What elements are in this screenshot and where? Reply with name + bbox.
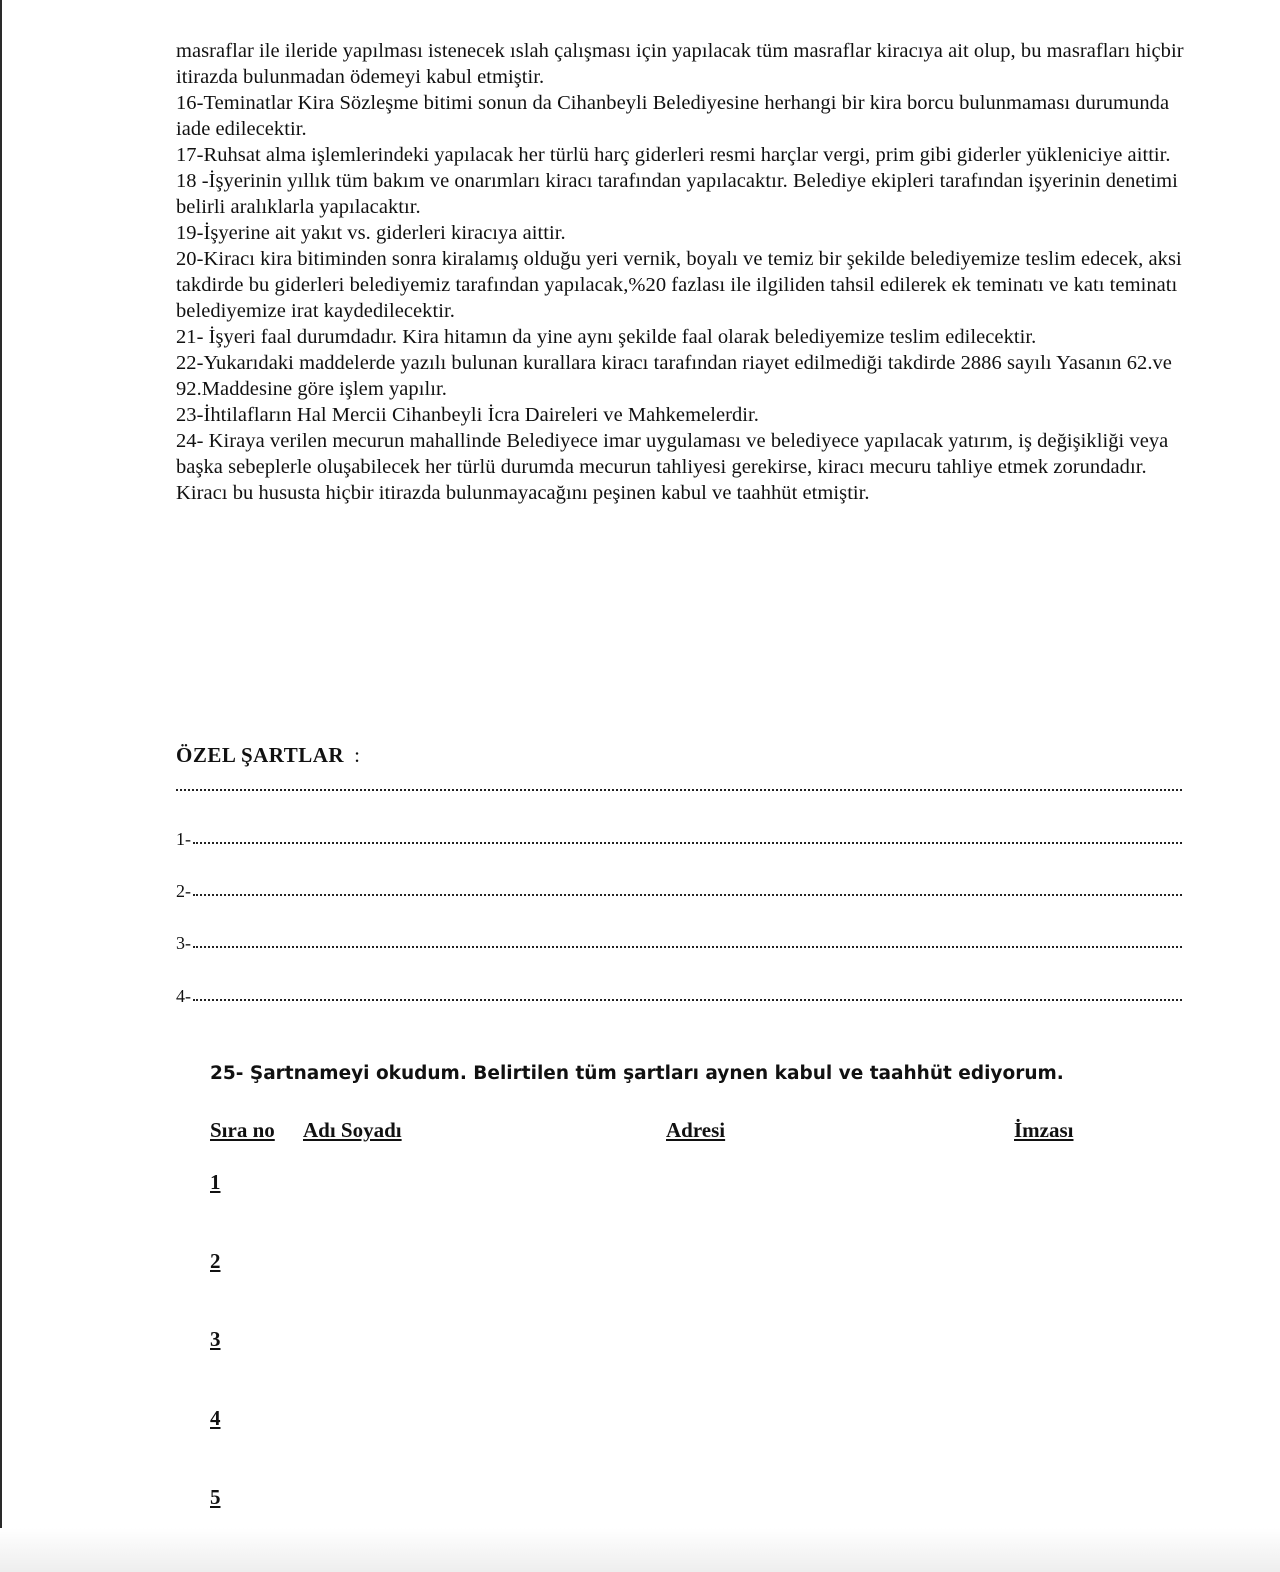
paragraph-17: 17-Ruhsat alma işlemlerindeki yapılacak her türlü harç giderleri resmi harçlar vergi, prim gibi giderler yükleniciye aittir. bbox=[176, 144, 1171, 166]
special-condition-number: 2- bbox=[176, 881, 191, 901]
special-condition-number: 4- bbox=[176, 986, 191, 1006]
special-condition-line-4 bbox=[176, 986, 1182, 1006]
signature-row-number: 4 bbox=[210, 1406, 221, 1430]
special-condition-line-3 bbox=[176, 933, 1182, 953]
signature-row-number: 1 bbox=[210, 1170, 221, 1194]
special-conditions-title: ÖZEL ŞARTLAR bbox=[176, 743, 345, 767]
special-condition-line-1 bbox=[176, 829, 1182, 849]
special-conditions-blank-line bbox=[176, 776, 1182, 791]
paragraph-22: 22-Yukarıdaki maddelerde yazılı bulunan kurallara kiracı tarafından riayet edilmediği takdirde 2886 sayılı Yasanın 62.ve 92.Maddesine göre işlem yapılır. bbox=[176, 352, 1172, 400]
page-bottom-shadow bbox=[0, 1528, 1280, 1572]
dotted-fill-line bbox=[176, 776, 1182, 791]
header-adi-soyadi: Adı Soyadı bbox=[303, 1118, 402, 1142]
declaration-statement: 25- Şartnameyi okudum. Belirtilen tüm şartları aynen kabul ve taahhüt ediyorum. bbox=[210, 1063, 1064, 1084]
signature-row-number: 3 bbox=[210, 1327, 221, 1351]
header-adresi: Adresi bbox=[666, 1118, 726, 1142]
paragraph-15-continued: masraflar ile ileride yapılması istenecek ıslah çalışması için yapılacak tüm masraflar kiracıya ait olup, bu masrafları hiçbir itirazda bulunmadan ödemeyi kabul etmiştir. bbox=[176, 40, 1184, 88]
dotted-fill-line bbox=[193, 986, 1182, 1001]
header-sira-no: Sıra no bbox=[210, 1118, 275, 1142]
paragraph-24: 24- Kiraya verilen mecurun mahallinde Belediyece imar uygulaması ve belediyece yapılacak yatırım, iş değişikliği veya başka sebeplerle oluşabilecek her türlü durumda mecurun tahliyesi gerekirse, kiracı mecuru tahliye etmek zorundadır. Kiracı bu hususta hiçbir itirazda bulunmayacağını peşinen kabul ve taahhüt etmiştir. bbox=[176, 430, 1169, 504]
special-condition-number: 3- bbox=[176, 933, 191, 953]
special-conditions-colon: : bbox=[354, 743, 361, 767]
paragraph-16: 16-Teminatlar Kira Sözleşme bitimi sonun da Cihanbeyli Belediyesine herhangi bir kira borcu bulunmaması durumunda iade edilecektir. bbox=[176, 92, 1170, 140]
paragraph-19: 19-İşyerine ait yakıt vs. giderleri kiracıya aittir. bbox=[176, 222, 566, 244]
signature-row-number: 5 bbox=[210, 1485, 221, 1509]
special-condition-number: 1- bbox=[176, 829, 191, 849]
document-body bbox=[176, 38, 1186, 506]
special-conditions-heading bbox=[176, 743, 360, 768]
dotted-fill-line bbox=[193, 933, 1182, 948]
paragraph-21: 21- İşyeri faal durumdadır. Kira hitamın da yine aynı şekilde faal olarak belediyemize teslim edilecektir. bbox=[176, 326, 1037, 348]
header-imzasi: İmzası bbox=[1014, 1118, 1074, 1142]
signature-row-number: 2 bbox=[210, 1249, 221, 1273]
special-condition-line-2 bbox=[176, 881, 1182, 901]
paragraph-20: 20-Kiracı kira bitiminden sonra kiralamış olduğu yeri vernik, boyalı ve temiz bir şekilde belediyemize teslim edecek, aksi takdirde bu giderleri belediyemiz tarafından yapılacak,%20 fazlası ile ilgiliden tahsil edilerek ek teminatı ve katı teminatı belediyemize irat kaydedilecektir. bbox=[176, 248, 1182, 322]
paragraph-18: 18 -İşyerinin yıllık tüm bakım ve onarımları kiracı tarafından yapılacaktır. Belediye ekipleri tarafından işyerinin denetimi belirli aralıklarla yapılacaktır. bbox=[176, 170, 1178, 218]
dotted-fill-line bbox=[193, 829, 1182, 844]
page-left-border bbox=[0, 0, 2, 1572]
paragraph-23: 23-İhtilafların Hal Mercii Cihanbeyli İcra Daireleri ve Mahkemelerdir. bbox=[176, 404, 759, 426]
dotted-fill-line bbox=[193, 881, 1182, 896]
